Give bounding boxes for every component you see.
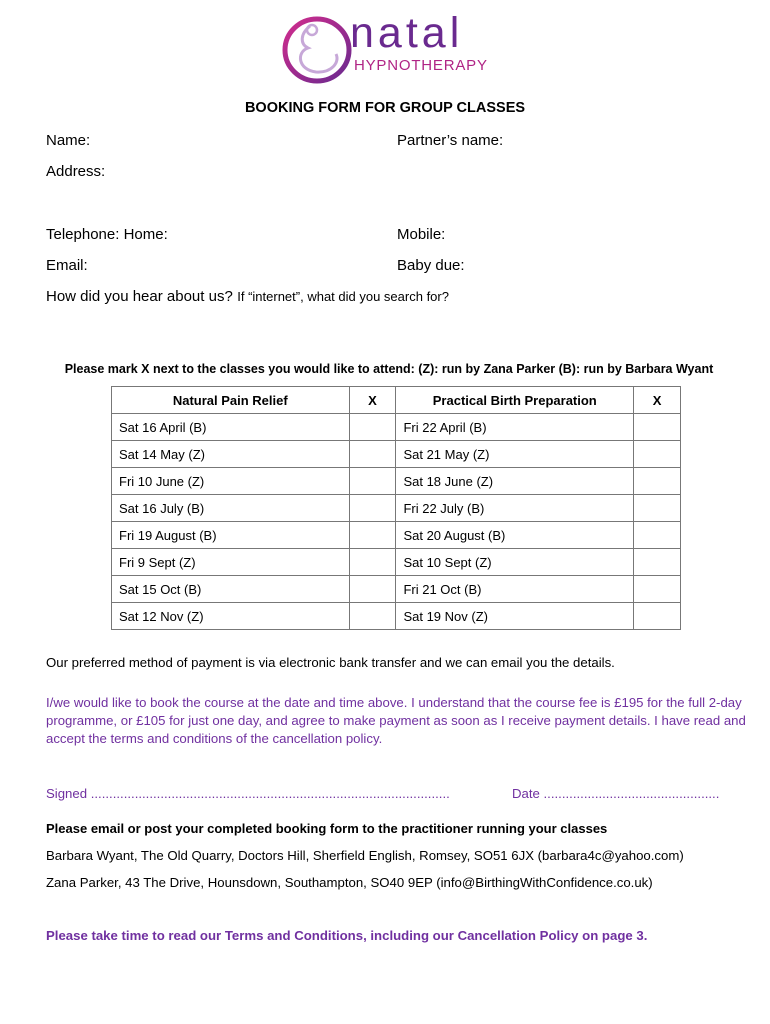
table-row: [112, 549, 681, 576]
how-heard-sublabel: If “internet”, what did you search for?: [237, 289, 449, 304]
natal-logo-icon: [282, 16, 352, 84]
mark-cell[interactable]: [349, 603, 396, 630]
class-date: Sat 14 May (Z): [112, 441, 350, 468]
column-header: X: [634, 387, 681, 414]
name-label: Name:: [46, 132, 91, 149]
class-date: Fri 10 June (Z): [112, 468, 350, 495]
terms-note: Please take time to read our Terms and Conditions, including our Cancellation Policy on page 3.: [46, 928, 648, 943]
table-row: [112, 603, 681, 630]
mark-cell[interactable]: [349, 495, 396, 522]
class-date: Sat 21 May (Z): [396, 441, 634, 468]
mark-cell[interactable]: [349, 468, 396, 495]
mobile-label: Mobile:: [397, 226, 446, 243]
table-row: [112, 468, 681, 495]
table-row: [112, 441, 681, 468]
mark-cell[interactable]: [634, 441, 681, 468]
logo-brand-text: natal: [350, 9, 464, 57]
mark-cell[interactable]: [634, 549, 681, 576]
column-header: Practical Birth Preparation: [396, 387, 634, 414]
send-instructions-heading: Please email or post your completed booking form to the practitioner running your classes: [46, 821, 608, 836]
class-date: Fri 19 August (B): [112, 522, 350, 549]
how-heard-row: [46, 288, 449, 306]
how-heard-label: How did you hear about us?: [46, 288, 233, 305]
class-date: Sat 16 July (B): [112, 495, 350, 522]
date-line[interactable]: Date ................................................: [512, 786, 720, 801]
form-title: BOOKING FORM FOR GROUP CLASSES: [244, 100, 526, 116]
address-label: Address:: [46, 163, 106, 180]
partner-name-label: Partner’s name:: [397, 132, 504, 149]
mark-cell[interactable]: [634, 522, 681, 549]
contact-barbara: Barbara Wyant, The Old Quarry, Doctors Hill, Sherfield English, Romsey, SO51 6JX (barbara4c@yahoo.com): [46, 848, 684, 863]
payment-note: Our preferred method of payment is via electronic bank transfer and we can email you the details.: [46, 655, 615, 670]
mark-cell[interactable]: [349, 522, 396, 549]
column-header: X: [349, 387, 396, 414]
class-schedule-table: [111, 386, 681, 630]
class-date: Sat 16 April (B): [112, 414, 350, 441]
class-date: Sat 19 Nov (Z): [396, 603, 634, 630]
agreement-text: I/we would like to book the course at the date and time above. I understand that the course fee is £195 for the full 2-day programme, or £105 for just one day, and agree to make payment as soon as I receive payment details. I have read and accept the terms and conditions of the cancellation policy.: [46, 695, 746, 746]
column-header: Natural Pain Relief: [112, 387, 350, 414]
class-date: Sat 20 August (B): [396, 522, 634, 549]
email-label: Email:: [46, 257, 88, 274]
mark-cell[interactable]: [349, 576, 396, 603]
table-header-row: [112, 387, 681, 414]
table-row: [112, 414, 681, 441]
class-date: Fri 22 April (B): [396, 414, 634, 441]
mark-cell[interactable]: [634, 414, 681, 441]
class-date: Fri 22 July (B): [396, 495, 634, 522]
class-instructions: Please mark X next to the classes you would like to attend: (Z): run by Zana Parker (B): run by Barbara Wyant: [64, 362, 714, 376]
mark-cell[interactable]: [634, 576, 681, 603]
telephone-home-label: Telephone: Home:: [46, 226, 168, 243]
class-date: Sat 10 Sept (Z): [396, 549, 634, 576]
class-date: Sat 12 Nov (Z): [112, 603, 350, 630]
table-row: [112, 495, 681, 522]
mark-cell[interactable]: [634, 468, 681, 495]
class-date: Sat 15 Oct (B): [112, 576, 350, 603]
signature-line[interactable]: Signed ..................................................................................................: [46, 786, 450, 801]
class-date: Fri 9 Sept (Z): [112, 549, 350, 576]
class-date: Fri 21 Oct (B): [396, 576, 634, 603]
mark-cell[interactable]: [349, 414, 396, 441]
mark-cell[interactable]: [349, 549, 396, 576]
baby-due-label: Baby due:: [397, 257, 465, 274]
class-date: Sat 18 June (Z): [396, 468, 634, 495]
logo-tagline: HYPNOTHERAPY: [354, 57, 488, 74]
contact-zana: Zana Parker, 43 The Drive, Hounsdown, Southampton, SO40 9EP (info@BirthingWithConfidence.co.uk): [46, 875, 653, 890]
mark-cell[interactable]: [634, 495, 681, 522]
mark-cell[interactable]: [349, 441, 396, 468]
mark-cell[interactable]: [634, 603, 681, 630]
table-row: [112, 576, 681, 603]
table-row: [112, 522, 681, 549]
